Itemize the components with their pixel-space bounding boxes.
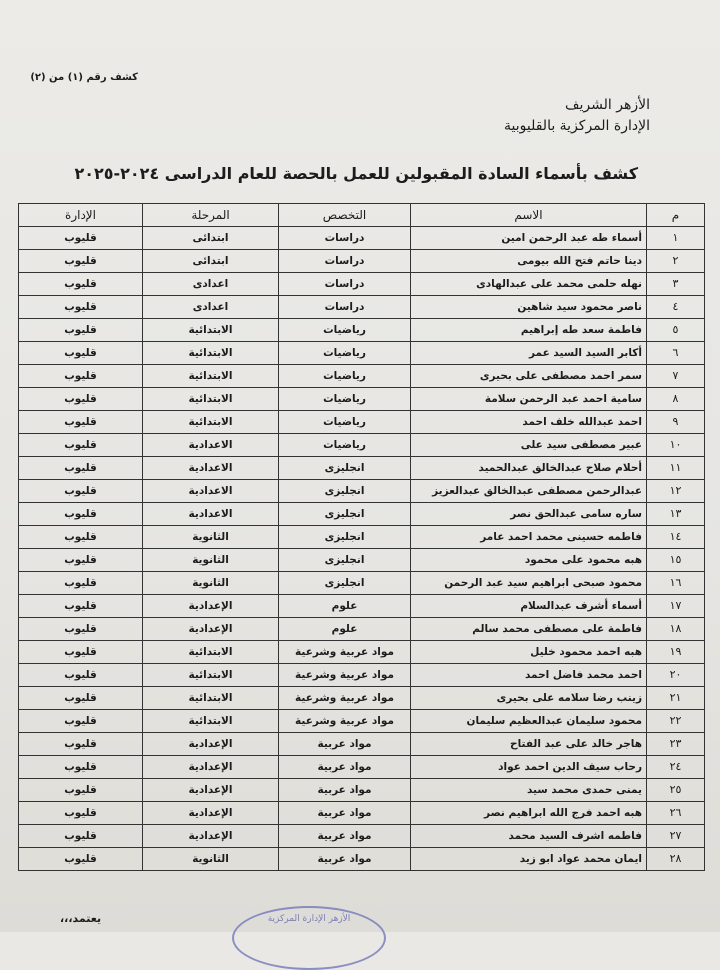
row-number: ٤	[647, 296, 705, 319]
row-administration: قليوب	[19, 342, 143, 365]
table-row	[19, 342, 705, 365]
issuer-header	[504, 95, 650, 137]
row-stage: اعدادى	[143, 296, 279, 319]
row-number: ٢٤	[647, 756, 705, 779]
row-number: ١٨	[647, 618, 705, 641]
row-specialization: دراسات	[279, 296, 411, 319]
row-administration: قليوب	[19, 434, 143, 457]
row-number: ٢٥	[647, 779, 705, 802]
row-specialization: مواد عربية	[279, 802, 411, 825]
row-name: محمود صبحى ابراهيم سيد عبد الرحمن	[411, 572, 647, 595]
row-stage: الابتدائية	[143, 388, 279, 411]
row-administration: قليوب	[19, 365, 143, 388]
table-row	[19, 802, 705, 825]
row-stage: الابتدائية	[143, 411, 279, 434]
row-name: يمنى حمدى محمد سيد	[411, 779, 647, 802]
row-number: ٢٧	[647, 825, 705, 848]
row-administration: قليوب	[19, 710, 143, 733]
row-name: محمود سليمان عبدالعظيم سليمان	[411, 710, 647, 733]
table-row	[19, 825, 705, 848]
row-administration: قليوب	[19, 733, 143, 756]
row-specialization: مواد عربية	[279, 848, 411, 871]
row-name: فاطمه حسينى محمد احمد عامر	[411, 526, 647, 549]
row-administration: قليوب	[19, 779, 143, 802]
table-row	[19, 756, 705, 779]
row-name: فاطمة سعد طه إبراهيم	[411, 319, 647, 342]
row-administration: قليوب	[19, 756, 143, 779]
candidates-table	[18, 203, 705, 871]
table-row	[19, 710, 705, 733]
row-name: فاطمه اشرف السيد محمد	[411, 825, 647, 848]
row-number: ٨	[647, 388, 705, 411]
row-name: ناصر محمود سيد شاهين	[411, 296, 647, 319]
row-stage: الإعدادية	[143, 618, 279, 641]
row-administration: قليوب	[19, 595, 143, 618]
issuer-line-2: الإدارة المركزية بالقليوبية	[504, 118, 650, 134]
table-row	[19, 733, 705, 756]
table-row	[19, 848, 705, 871]
row-administration: قليوب	[19, 273, 143, 296]
table-row	[19, 549, 705, 572]
row-specialization: علوم	[279, 595, 411, 618]
row-specialization: دراسات	[279, 273, 411, 296]
row-number: ١٥	[647, 549, 705, 572]
table-row	[19, 457, 705, 480]
row-number: ٣	[647, 273, 705, 296]
row-name: ايمان محمد عواد ابو زيد	[411, 848, 647, 871]
table-row	[19, 227, 705, 250]
row-administration: قليوب	[19, 618, 143, 641]
row-name: عبير مصطفى سيد على	[411, 434, 647, 457]
row-name: احمد عبدالله خلف احمد	[411, 411, 647, 434]
row-number: ٢٨	[647, 848, 705, 871]
row-administration: قليوب	[19, 227, 143, 250]
row-specialization: مواد عربية	[279, 825, 411, 848]
table-row	[19, 411, 705, 434]
row-administration: قليوب	[19, 319, 143, 342]
row-specialization: مواد عربية	[279, 733, 411, 756]
row-number: ١٠	[647, 434, 705, 457]
table-row	[19, 503, 705, 526]
row-number: ١٩	[647, 641, 705, 664]
row-name: احمد محمد فاضل احمد	[411, 664, 647, 687]
row-number: ١٢	[647, 480, 705, 503]
row-specialization: انجليزى	[279, 457, 411, 480]
row-specialization: رياضيات	[279, 365, 411, 388]
row-specialization: رياضيات	[279, 411, 411, 434]
table-row	[19, 365, 705, 388]
row-specialization: مواد عربية وشرعية	[279, 664, 411, 687]
row-name: رحاب سيف الدين احمد عواد	[411, 756, 647, 779]
row-stage: الابتدائية	[143, 365, 279, 388]
row-administration: قليوب	[19, 411, 143, 434]
table-row	[19, 595, 705, 618]
table-row	[19, 273, 705, 296]
row-name: هبه محمود على محمود	[411, 549, 647, 572]
row-number: ١٦	[647, 572, 705, 595]
table-row	[19, 296, 705, 319]
table-row	[19, 388, 705, 411]
row-number: ٢٠	[647, 664, 705, 687]
row-stage: اعدادى	[143, 273, 279, 296]
row-stage: الاعدادية	[143, 457, 279, 480]
row-administration: قليوب	[19, 250, 143, 273]
row-stage: الاعدادية	[143, 434, 279, 457]
table-row	[19, 526, 705, 549]
row-specialization: رياضيات	[279, 388, 411, 411]
row-specialization: مواد عربية	[279, 756, 411, 779]
table-row	[19, 641, 705, 664]
row-stage: الإعدادية	[143, 825, 279, 848]
row-specialization: دراسات	[279, 250, 411, 273]
table-row	[19, 250, 705, 273]
stamp-text: الأزهر الإدارة المركزية	[267, 914, 351, 924]
row-stage: الاعدادية	[143, 503, 279, 526]
row-specialization: انجليزى	[279, 572, 411, 595]
row-specialization: دراسات	[279, 227, 411, 250]
row-administration: قليوب	[19, 503, 143, 526]
table-row	[19, 664, 705, 687]
table-row	[19, 779, 705, 802]
row-stage: الابتدائية	[143, 687, 279, 710]
document-title: كشف بأسماء السادة المقبولين للعمل بالحصة للعام الدراسى ٢٠٢٤-٢٠٢٥	[74, 164, 638, 183]
row-specialization: رياضيات	[279, 342, 411, 365]
row-stage: الإعدادية	[143, 733, 279, 756]
table-row	[19, 687, 705, 710]
row-administration: قليوب	[19, 825, 143, 848]
row-name: هبه احمد محمود خليل	[411, 641, 647, 664]
header-stage: المرحلة	[143, 204, 279, 227]
table-row	[19, 319, 705, 342]
row-number: ٧	[647, 365, 705, 388]
row-number: ١١	[647, 457, 705, 480]
row-name: أسماء أشرف عبدالسلام	[411, 595, 647, 618]
row-stage: ابتدائى	[143, 227, 279, 250]
row-name: زينب رضا سلامه على بحيرى	[411, 687, 647, 710]
row-administration: قليوب	[19, 480, 143, 503]
row-stage: الابتدائية	[143, 319, 279, 342]
row-name: ساره سامى عبدالحق نصر	[411, 503, 647, 526]
row-specialization: علوم	[279, 618, 411, 641]
row-name: سامية احمد عبد الرحمن سلامة	[411, 388, 647, 411]
row-administration: قليوب	[19, 526, 143, 549]
row-name: فاطمة على مصطفى محمد سالم	[411, 618, 647, 641]
row-number: ٩	[647, 411, 705, 434]
issuer-line-1: الأزهر الشريف	[565, 97, 650, 113]
row-stage: الثانوية	[143, 526, 279, 549]
row-administration: قليوب	[19, 664, 143, 687]
row-stage: الإعدادية	[143, 756, 279, 779]
table-body	[19, 227, 705, 871]
row-name: أكابر السيد السيد عمر	[411, 342, 647, 365]
row-specialization: رياضيات	[279, 319, 411, 342]
row-administration: قليوب	[19, 641, 143, 664]
table-header-row	[19, 204, 705, 227]
row-stage: ابتدائى	[143, 250, 279, 273]
row-specialization: مواد عربية وشرعية	[279, 710, 411, 733]
row-specialization: رياضيات	[279, 434, 411, 457]
row-specialization: انجليزى	[279, 480, 411, 503]
table-row	[19, 618, 705, 641]
row-stage: الابتدائية	[143, 664, 279, 687]
row-number: ٥	[647, 319, 705, 342]
row-stage: الثانوية	[143, 572, 279, 595]
row-number: ٢٣	[647, 733, 705, 756]
official-stamp	[232, 906, 386, 970]
row-stage: الثانوية	[143, 848, 279, 871]
row-administration: قليوب	[19, 802, 143, 825]
row-specialization: مواد عربية وشرعية	[279, 687, 411, 710]
row-specialization: انجليزى	[279, 503, 411, 526]
approval-note: يعتمد،،،	[60, 912, 102, 925]
row-number: ٦	[647, 342, 705, 365]
row-stage: الابتدائية	[143, 342, 279, 365]
row-specialization: مواد عربية وشرعية	[279, 641, 411, 664]
header-name: الاسم	[411, 204, 647, 227]
row-number: ٢١	[647, 687, 705, 710]
row-name: أسماء طه عبد الرحمن امين	[411, 227, 647, 250]
row-number: ٢٢	[647, 710, 705, 733]
row-administration: قليوب	[19, 687, 143, 710]
row-stage: الإعدادية	[143, 802, 279, 825]
row-administration: قليوب	[19, 296, 143, 319]
row-stage: الابتدائية	[143, 641, 279, 664]
row-administration: قليوب	[19, 549, 143, 572]
row-administration: قليوب	[19, 457, 143, 480]
table-row	[19, 572, 705, 595]
row-stage: الاعدادية	[143, 480, 279, 503]
row-name: عبدالرحمن مصطفى عبدالخالق عبدالعزيز	[411, 480, 647, 503]
row-stage: الابتدائية	[143, 710, 279, 733]
row-number: ١٧	[647, 595, 705, 618]
header-admin: الإدارة	[19, 204, 143, 227]
header-spec: التخصص	[279, 204, 411, 227]
row-specialization: انجليزى	[279, 526, 411, 549]
row-administration: قليوب	[19, 848, 143, 871]
row-number: ١	[647, 227, 705, 250]
row-number: ١٣	[647, 503, 705, 526]
row-name: نهله حلمى محمد على عبدالهادى	[411, 273, 647, 296]
row-stage: الإعدادية	[143, 779, 279, 802]
row-stage: الثانوية	[143, 549, 279, 572]
row-number: ٢	[647, 250, 705, 273]
row-name: أحلام صلاح عبدالخالق عبدالحميد	[411, 457, 647, 480]
row-number: ٢٦	[647, 802, 705, 825]
table-row	[19, 480, 705, 503]
row-name: دينا حاتم فتح الله بيومى	[411, 250, 647, 273]
row-stage: الإعدادية	[143, 595, 279, 618]
row-administration: قليوب	[19, 572, 143, 595]
row-administration: قليوب	[19, 388, 143, 411]
row-name: سمر احمد مصطفى على بحيرى	[411, 365, 647, 388]
header-num: م	[647, 204, 705, 227]
row-number: ١٤	[647, 526, 705, 549]
row-name: هبه احمد فرج الله ابراهيم نصر	[411, 802, 647, 825]
row-specialization: انجليزى	[279, 549, 411, 572]
table-row	[19, 434, 705, 457]
sheet-number: كشف رقم (١) من (٢)	[30, 72, 138, 83]
row-name: هاجر خالد على عبد الفتاح	[411, 733, 647, 756]
row-specialization: مواد عربية	[279, 779, 411, 802]
